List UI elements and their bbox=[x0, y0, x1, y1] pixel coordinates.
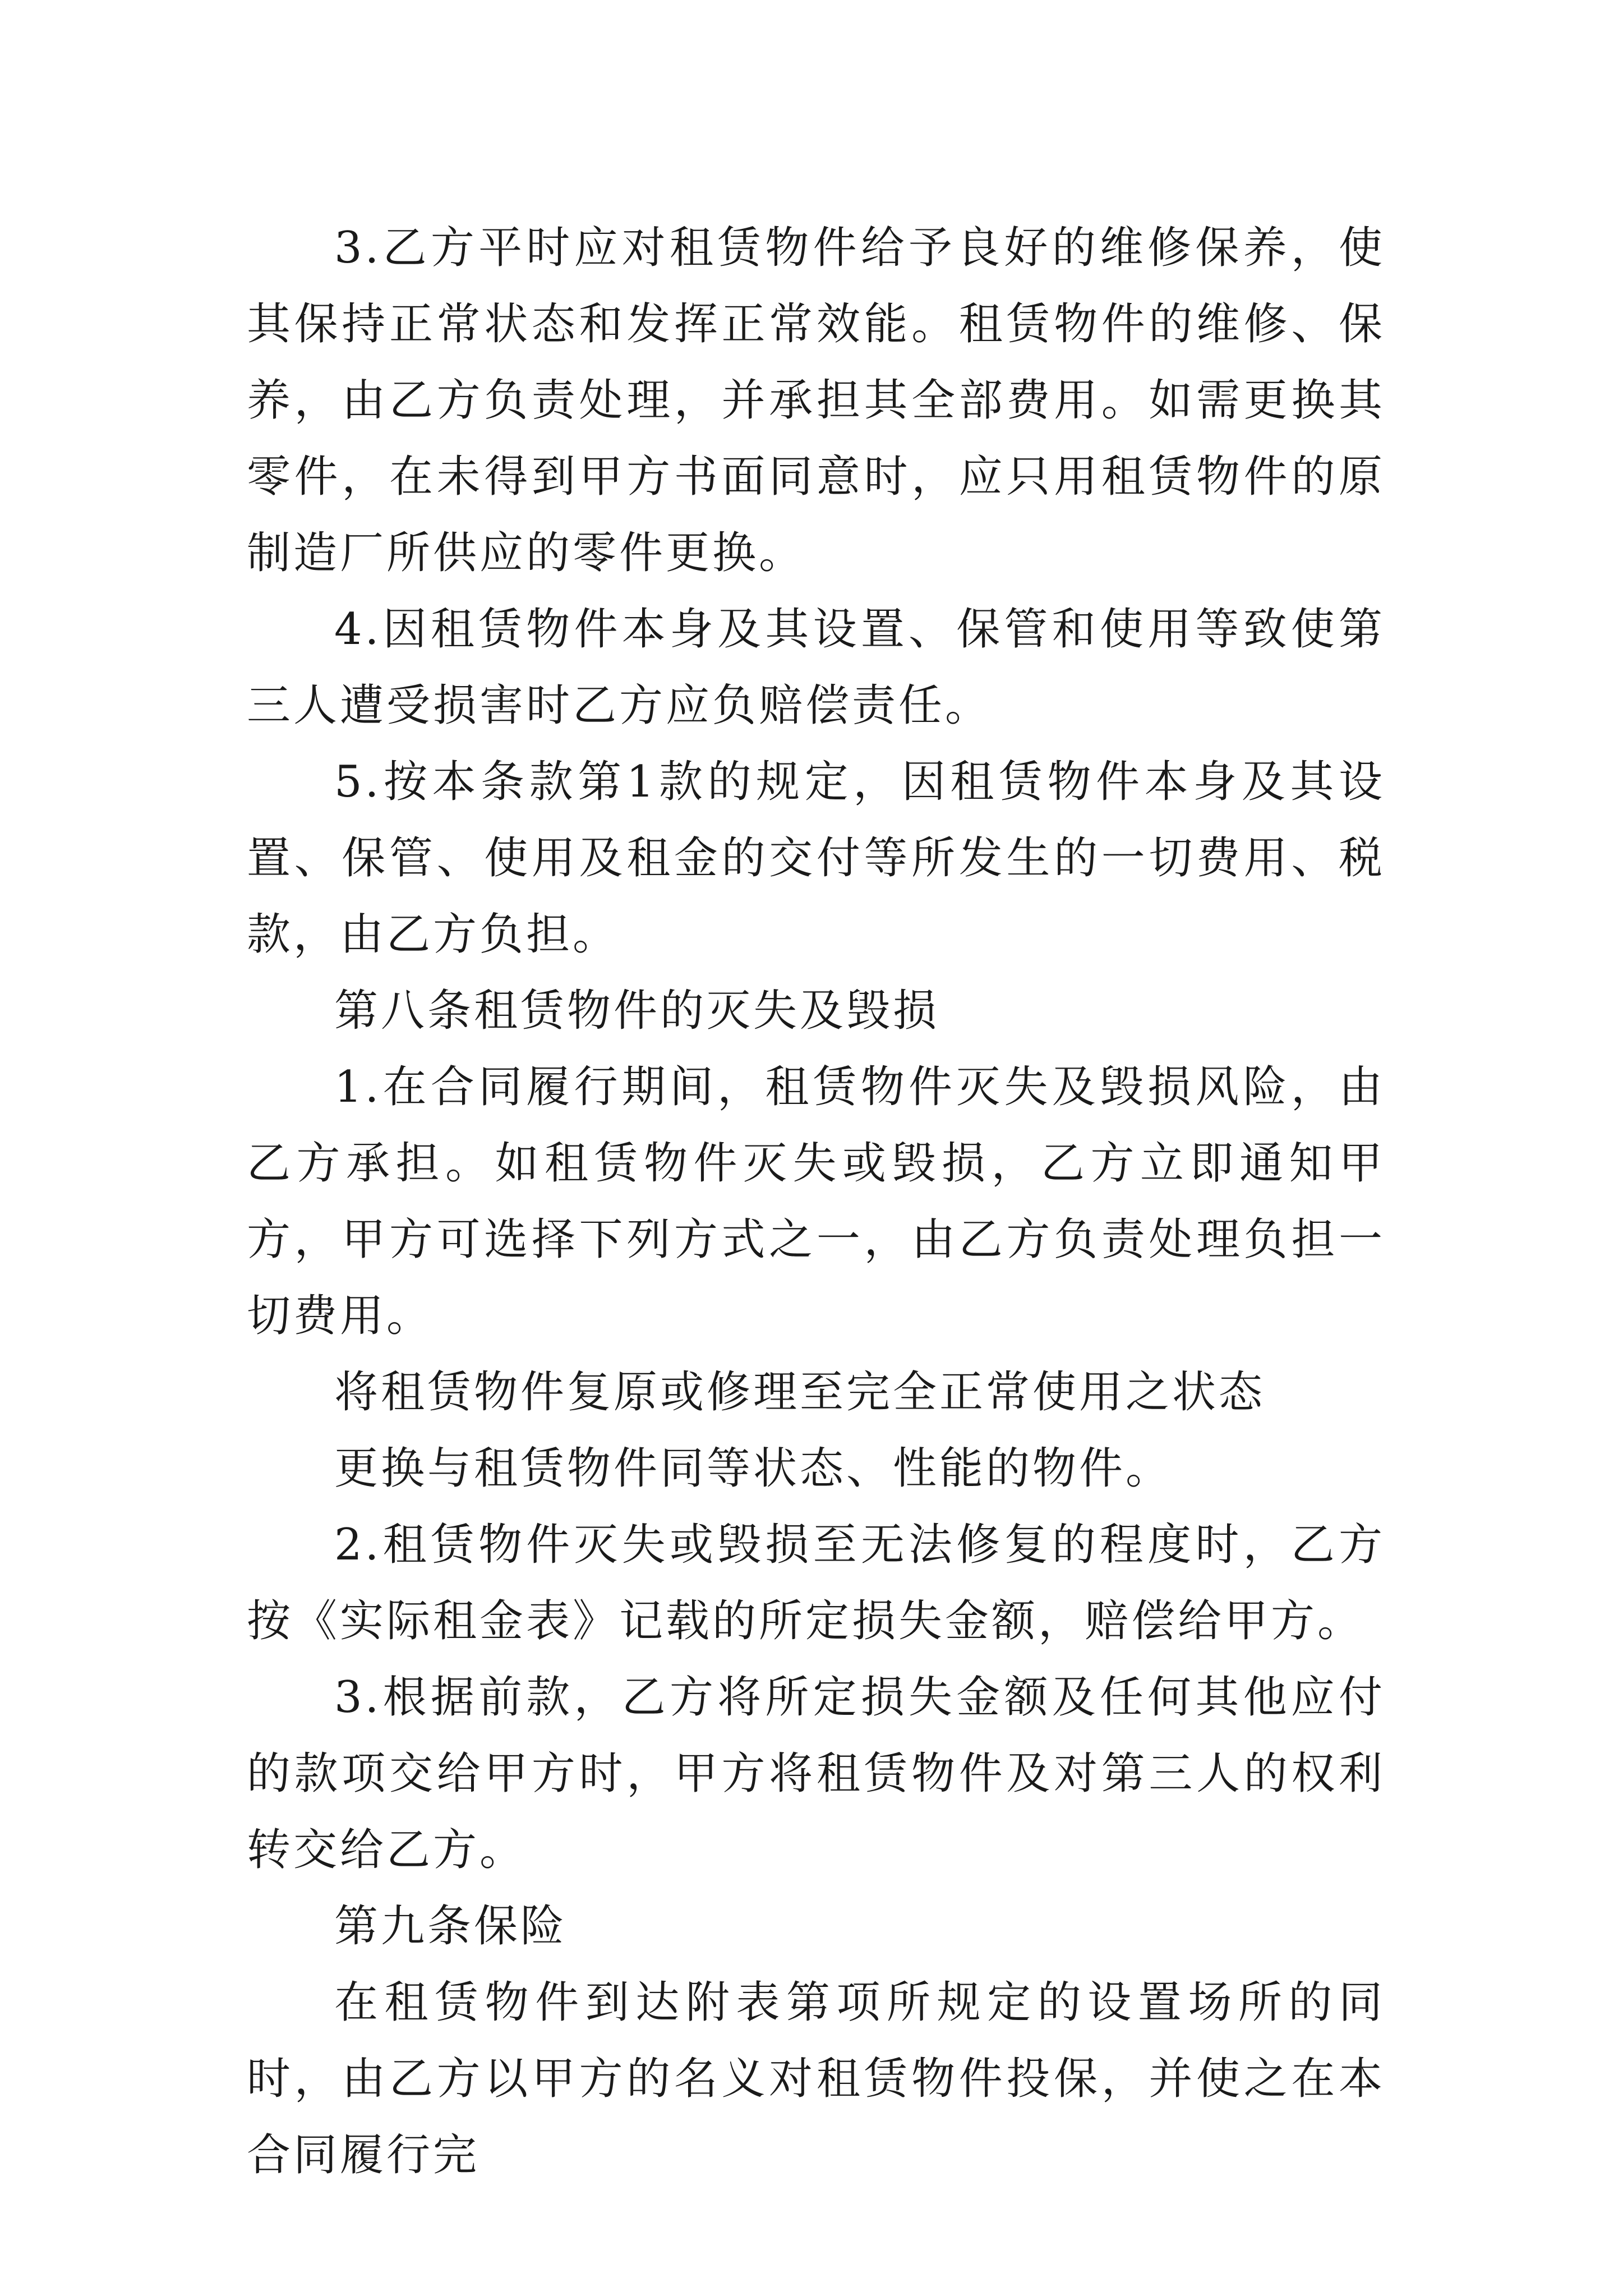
document-body bbox=[247, 210, 1385, 2193]
clause-8-3-paragraph: 3.根据前款，乙方将所定损失金额及任何其他应付的款项交给甲方时，甲方将租赁物件及对第三人的权利转交给乙方。 bbox=[247, 1672, 1385, 1875]
clause-7-5-paragraph: 5.按本条款第1款的规定，因租赁物件本身及其设置、保管、使用及租金的交付等所发生的一切费用、税款，由乙方负担。 bbox=[247, 757, 1385, 960]
clause-7-3-paragraph: 3.乙方平时应对租赁物件给予良好的维修保养，使其保持正常状态和发挥正常效能。租赁物件的维修、保养，由乙方负责处理，并承担其全部费用。如需更换其零件，在未得到甲方书面同意时，应只用租赁物件的原制造厂所供应的零件更换。 bbox=[247, 223, 1385, 578]
clause-8-1-paragraph: 1.在合同履行期间，租赁物件灭失及毁损风险，由乙方承担。如租赁物件灭失或毁损，乙方立即通知甲方，甲方可选择下列方式之一，由乙方负责处理负担一切费用。 bbox=[247, 1062, 1385, 1341]
insurance-paragraph: 在租赁物件到达附表第项所规定的设置场所的同时，由乙方以甲方的名义对租赁物件投保，并使之在本合同履行完 bbox=[247, 1977, 1385, 2180]
article-9-heading: 第九条保险 bbox=[334, 1901, 568, 1952]
option-replace-paragraph: 更换与租赁物件同等状态、性能的物件。 bbox=[334, 1443, 1173, 1494]
clause-7-4-paragraph: 4.因租赁物件本身及其设置、保管和使用等致使第三人遭受损害时乙方应负赔偿责任。 bbox=[247, 604, 1385, 731]
clause-8-2-paragraph: 2.租赁物件灭失或毁损至无法修复的程度时，乙方按《实际租金表》记载的所定损失金额，赔偿给甲方。 bbox=[247, 1520, 1385, 1646]
article-8-heading: 第八条租赁物件的灭失及毁损 bbox=[334, 986, 940, 1036]
option-restore-paragraph: 将租赁物件复原或修理至完全正常使用之状态 bbox=[334, 1367, 1266, 1418]
